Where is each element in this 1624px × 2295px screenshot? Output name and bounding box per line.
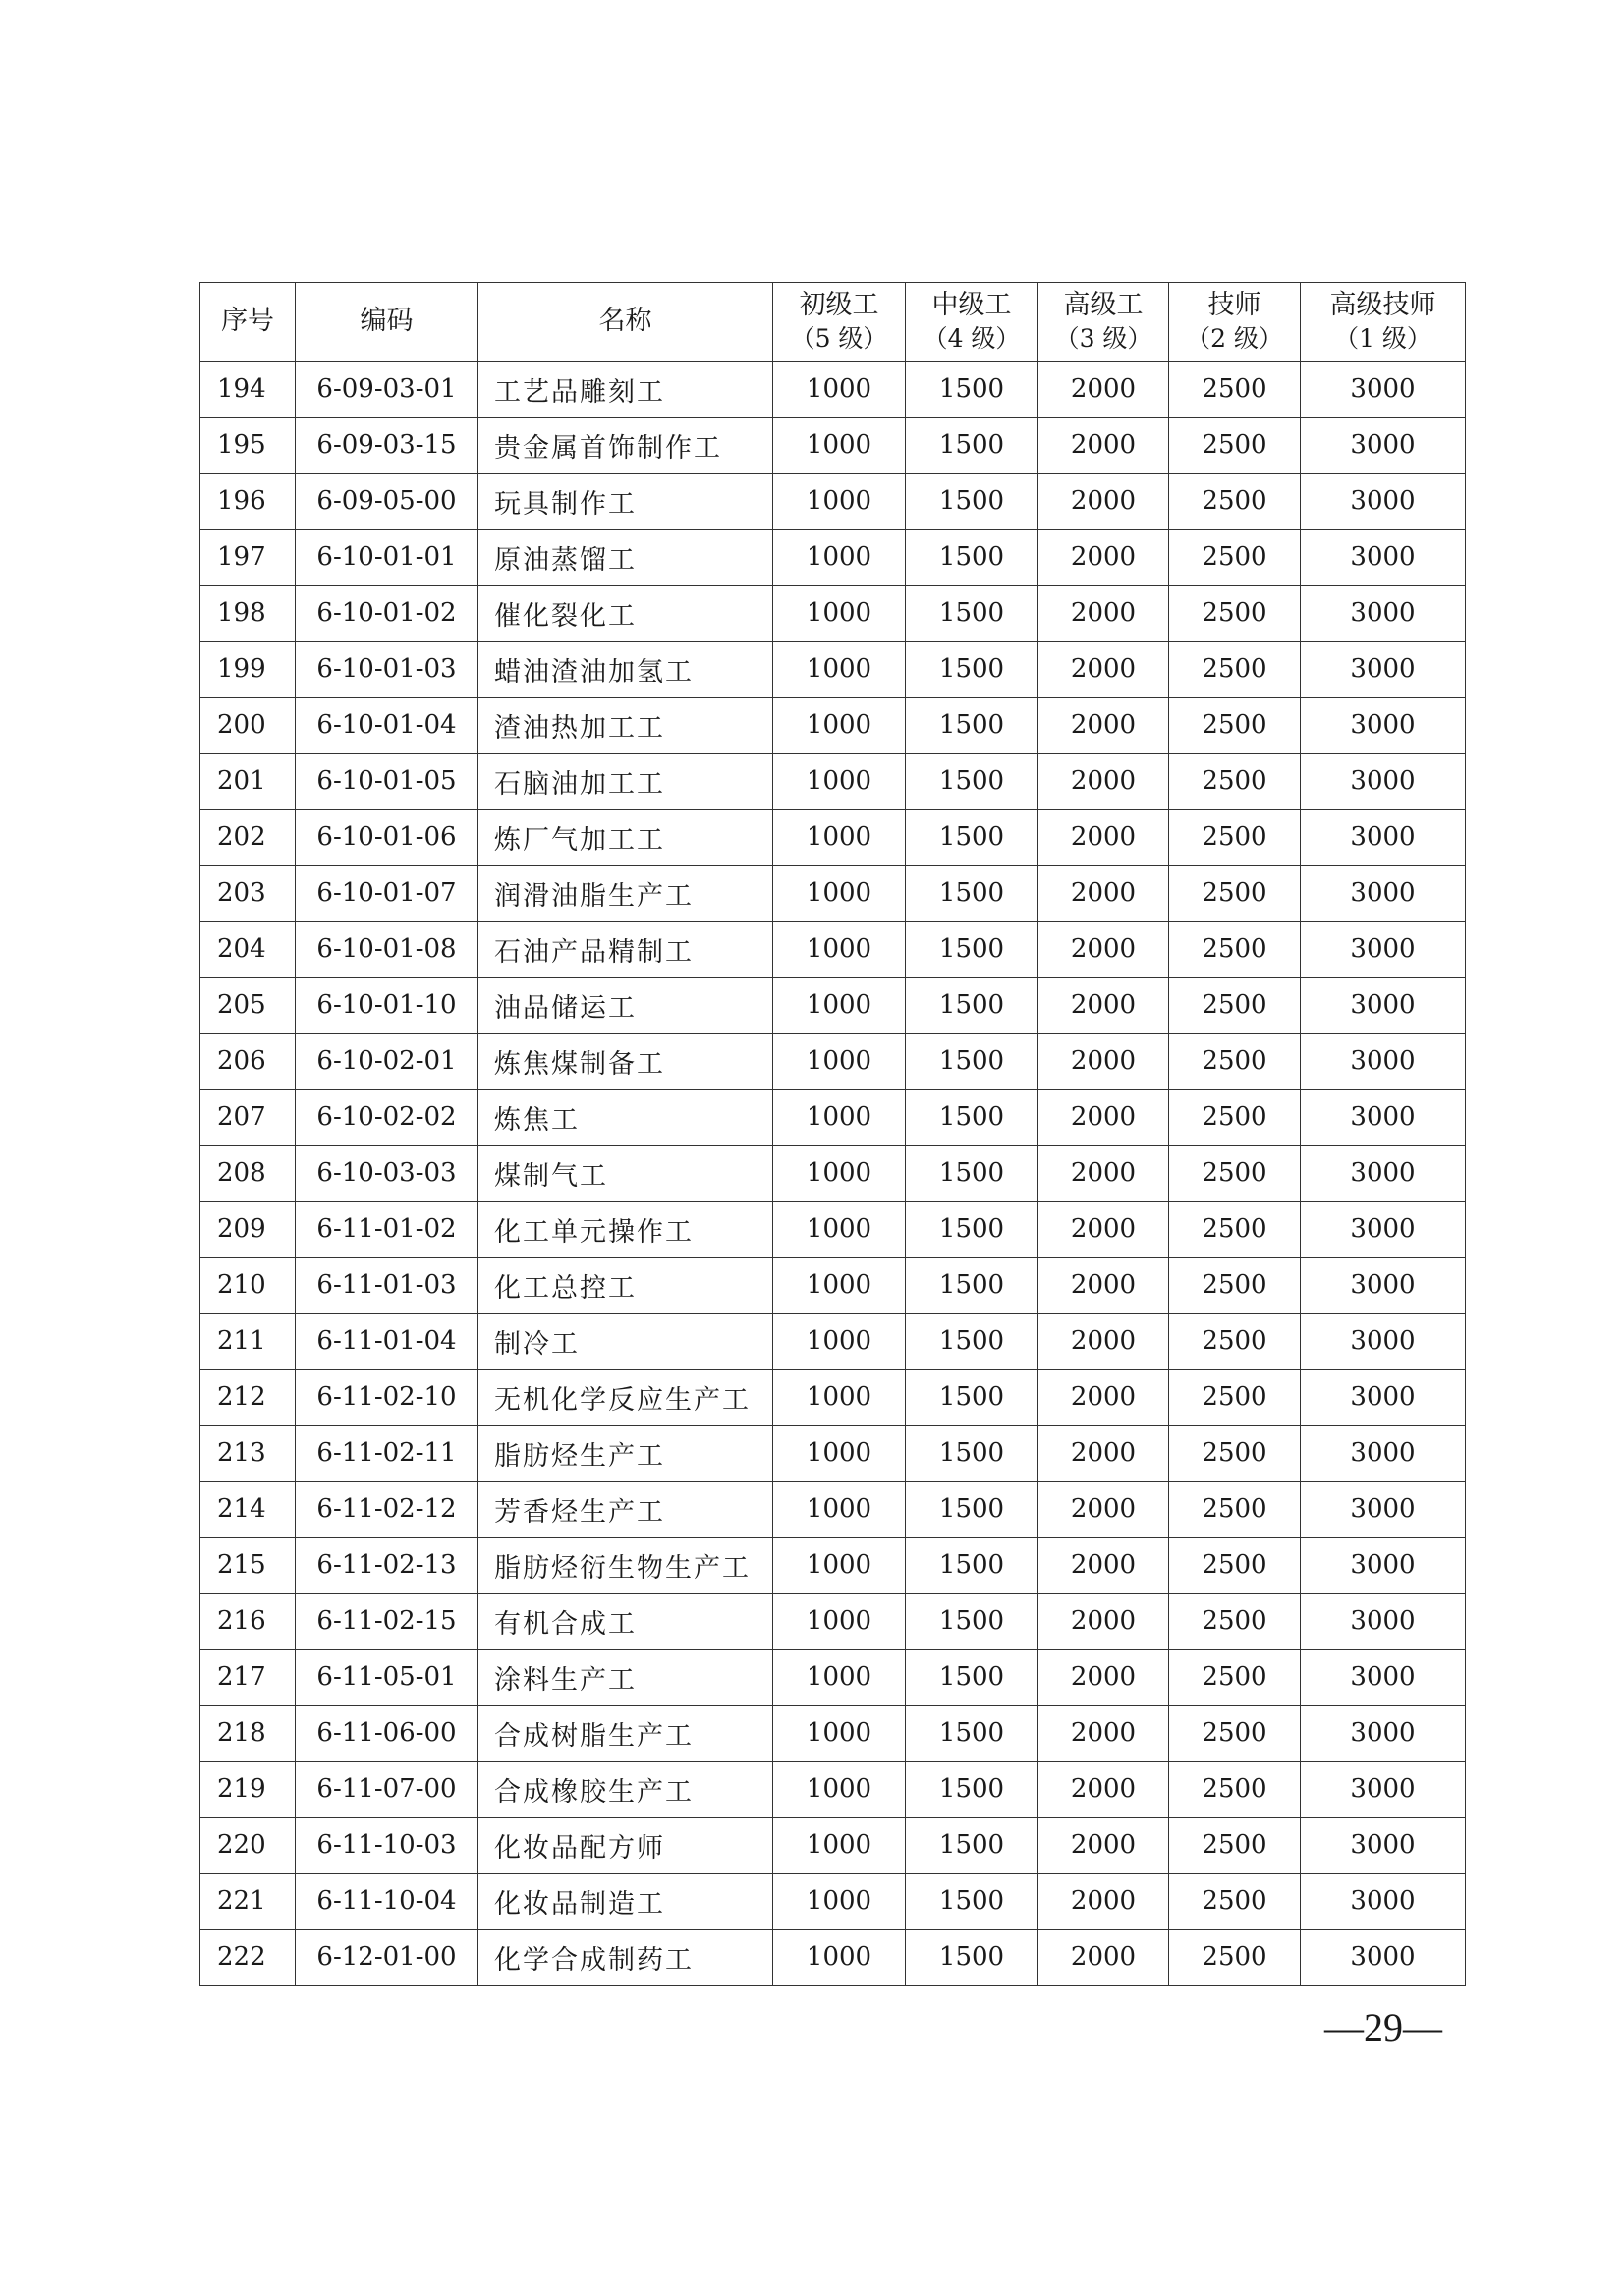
level-1-cell: 3000: [1301, 1482, 1466, 1538]
seq-cell: 206: [200, 1034, 296, 1090]
level-1-cell: 3000: [1301, 866, 1466, 922]
table-row: [200, 642, 1466, 698]
level-3-cell: 2000: [1038, 642, 1169, 698]
header-row: [200, 283, 1466, 362]
header-level-4: 中级工 （4 级）: [906, 283, 1038, 362]
level-1-cell: 3000: [1301, 698, 1466, 754]
code-cell: 6-11-01-03: [296, 1258, 478, 1314]
level-1-cell: 3000: [1301, 1930, 1466, 1986]
level-2-cell: 2500: [1169, 754, 1301, 810]
level-1-cell: 3000: [1301, 1818, 1466, 1874]
level-4-cell: 1500: [906, 1538, 1038, 1594]
level-2-cell: 2500: [1169, 1874, 1301, 1930]
level-4-cell: 1500: [906, 1482, 1038, 1538]
level-5-cell: 1000: [773, 1874, 906, 1930]
name-cell: 脂肪烃生产工: [478, 1426, 773, 1482]
level-4-cell: 1500: [906, 978, 1038, 1034]
level-5-cell: 1000: [773, 698, 906, 754]
level-1-cell: 3000: [1301, 586, 1466, 642]
level-2-cell: 2500: [1169, 418, 1301, 474]
table-body: [200, 362, 1466, 1986]
seq-cell: 213: [200, 1426, 296, 1482]
code-cell: 6-10-01-02: [296, 586, 478, 642]
code-cell: 6-10-01-10: [296, 978, 478, 1034]
level-4-cell: 1500: [906, 866, 1038, 922]
table-row: [200, 754, 1466, 810]
table-row: [200, 1650, 1466, 1706]
level-2-cell: 2500: [1169, 1146, 1301, 1202]
seq-cell: 219: [200, 1762, 296, 1818]
level-5-cell: 1000: [773, 1930, 906, 1986]
seq-cell: 216: [200, 1594, 296, 1650]
level-1-cell: 3000: [1301, 978, 1466, 1034]
code-cell: 6-11-02-11: [296, 1426, 478, 1482]
name-cell: 无机化学反应生产工: [478, 1370, 773, 1426]
level-3-cell: 2000: [1038, 418, 1169, 474]
code-cell: 6-11-07-00: [296, 1762, 478, 1818]
level-2-cell: 2500: [1169, 1370, 1301, 1426]
header-code: 编码: [296, 283, 478, 362]
level-2-cell: 2500: [1169, 1482, 1301, 1538]
level-1-cell: 3000: [1301, 1426, 1466, 1482]
table-row: [200, 1538, 1466, 1594]
name-cell: 炼焦煤制备工: [478, 1034, 773, 1090]
table-row: [200, 1818, 1466, 1874]
code-cell: 6-11-01-02: [296, 1202, 478, 1258]
header-name: 名称: [478, 283, 773, 362]
table-row: [200, 978, 1466, 1034]
header-level-2: 技师 （2 级）: [1169, 283, 1301, 362]
level-2-cell: 2500: [1169, 1034, 1301, 1090]
level-5-cell: 1000: [773, 530, 906, 586]
level-1-cell: 3000: [1301, 1706, 1466, 1762]
level-1-cell: 3000: [1301, 418, 1466, 474]
level-5-cell: 1000: [773, 922, 906, 978]
level-1-cell: 3000: [1301, 362, 1466, 418]
seq-cell: 212: [200, 1370, 296, 1426]
level-3-cell: 2000: [1038, 1706, 1169, 1762]
level-4-cell: 1500: [906, 698, 1038, 754]
code-cell: 6-11-02-12: [296, 1482, 478, 1538]
table-row: [200, 1258, 1466, 1314]
level-1-cell: 3000: [1301, 474, 1466, 530]
level-5-cell: 1000: [773, 978, 906, 1034]
code-cell: 6-11-02-15: [296, 1594, 478, 1650]
level-2-cell: 2500: [1169, 362, 1301, 418]
table-row: [200, 1146, 1466, 1202]
table-row: [200, 866, 1466, 922]
level-4-cell: 1500: [906, 1818, 1038, 1874]
name-cell: 化工总控工: [478, 1258, 773, 1314]
level-1-cell: 3000: [1301, 922, 1466, 978]
name-cell: 芳香烃生产工: [478, 1482, 773, 1538]
seq-cell: 197: [200, 530, 296, 586]
seq-cell: 217: [200, 1650, 296, 1706]
table-header: [200, 283, 1466, 362]
table-row: [200, 1202, 1466, 1258]
seq-cell: 205: [200, 978, 296, 1034]
seq-cell: 215: [200, 1538, 296, 1594]
level-4-cell: 1500: [906, 1650, 1038, 1706]
level-4-cell: 1500: [906, 474, 1038, 530]
name-cell: 合成橡胶生产工: [478, 1762, 773, 1818]
name-cell: 油品储运工: [478, 978, 773, 1034]
level-4-cell: 1500: [906, 1874, 1038, 1930]
level-2-cell: 2500: [1169, 1258, 1301, 1314]
table-row: [200, 1594, 1466, 1650]
table-row: [200, 586, 1466, 642]
name-cell: 工艺品雕刻工: [478, 362, 773, 418]
name-cell: 化学合成制药工: [478, 1930, 773, 1986]
code-cell: 6-10-01-04: [296, 698, 478, 754]
table-row: [200, 1762, 1466, 1818]
level-4-cell: 1500: [906, 922, 1038, 978]
code-cell: 6-10-01-07: [296, 866, 478, 922]
name-cell: 原油蒸馏工: [478, 530, 773, 586]
level-2-cell: 2500: [1169, 1538, 1301, 1594]
seq-cell: 218: [200, 1706, 296, 1762]
level-3-cell: 2000: [1038, 1258, 1169, 1314]
level-3-cell: 2000: [1038, 978, 1169, 1034]
level-3-cell: 2000: [1038, 1538, 1169, 1594]
level-1-cell: 3000: [1301, 1034, 1466, 1090]
level-2-cell: 2500: [1169, 1930, 1301, 1986]
code-cell: 6-11-01-04: [296, 1314, 478, 1370]
level-5-cell: 1000: [773, 1594, 906, 1650]
seq-cell: 198: [200, 586, 296, 642]
level-4-cell: 1500: [906, 1202, 1038, 1258]
code-cell: 6-11-10-03: [296, 1818, 478, 1874]
code-cell: 6-10-01-03: [296, 642, 478, 698]
level-3-cell: 2000: [1038, 754, 1169, 810]
seq-cell: 196: [200, 474, 296, 530]
name-cell: 贵金属首饰制作工: [478, 418, 773, 474]
level-3-cell: 2000: [1038, 474, 1169, 530]
subsidy-table: [199, 282, 1466, 1986]
level-5-cell: 1000: [773, 1370, 906, 1426]
level-3-cell: 2000: [1038, 698, 1169, 754]
level-5-cell: 1000: [773, 866, 906, 922]
table-row: [200, 530, 1466, 586]
seq-cell: 199: [200, 642, 296, 698]
level-1-cell: 3000: [1301, 1258, 1466, 1314]
level-1-cell: 3000: [1301, 1874, 1466, 1930]
code-cell: 6-11-05-01: [296, 1650, 478, 1706]
name-cell: 化妆品制造工: [478, 1874, 773, 1930]
level-4-cell: 1500: [906, 1930, 1038, 1986]
level-4-cell: 1500: [906, 1370, 1038, 1426]
level-2-cell: 2500: [1169, 642, 1301, 698]
level-5-cell: 1000: [773, 1538, 906, 1594]
level-1-cell: 3000: [1301, 1594, 1466, 1650]
name-cell: 石油产品精制工: [478, 922, 773, 978]
level-5-cell: 1000: [773, 1146, 906, 1202]
level-3-cell: 2000: [1038, 362, 1169, 418]
level-1-cell: 3000: [1301, 1202, 1466, 1258]
name-cell: 化妆品配方师: [478, 1818, 773, 1874]
name-cell: 涂料生产工: [478, 1650, 773, 1706]
level-2-cell: 2500: [1169, 1650, 1301, 1706]
name-cell: 脂肪烃衍生物生产工: [478, 1538, 773, 1594]
code-cell: 6-09-03-15: [296, 418, 478, 474]
level-4-cell: 1500: [906, 586, 1038, 642]
level-3-cell: 2000: [1038, 1818, 1169, 1874]
name-cell: 蜡油渣油加氢工: [478, 642, 773, 698]
seq-cell: 201: [200, 754, 296, 810]
name-cell: 炼焦工: [478, 1090, 773, 1146]
name-cell: 煤制气工: [478, 1146, 773, 1202]
code-cell: 6-10-02-01: [296, 1034, 478, 1090]
level-1-cell: 3000: [1301, 1762, 1466, 1818]
level-2-cell: 2500: [1169, 866, 1301, 922]
header-seq: 序号: [200, 283, 296, 362]
code-cell: 6-10-02-02: [296, 1090, 478, 1146]
level-5-cell: 1000: [773, 1258, 906, 1314]
level-4-cell: 1500: [906, 1090, 1038, 1146]
code-cell: 6-10-03-03: [296, 1146, 478, 1202]
level-2-cell: 2500: [1169, 698, 1301, 754]
table-row: [200, 418, 1466, 474]
level-5-cell: 1000: [773, 754, 906, 810]
header-level-3: 高级工 （3 级）: [1038, 283, 1169, 362]
level-2-cell: 2500: [1169, 1090, 1301, 1146]
level-5-cell: 1000: [773, 1762, 906, 1818]
level-3-cell: 2000: [1038, 1314, 1169, 1370]
table-row: [200, 810, 1466, 866]
level-4-cell: 1500: [906, 1594, 1038, 1650]
level-4-cell: 1500: [906, 754, 1038, 810]
level-2-cell: 2500: [1169, 978, 1301, 1034]
level-3-cell: 2000: [1038, 1594, 1169, 1650]
level-5-cell: 1000: [773, 362, 906, 418]
seq-cell: 200: [200, 698, 296, 754]
level-5-cell: 1000: [773, 642, 906, 698]
name-cell: 有机合成工: [478, 1594, 773, 1650]
level-4-cell: 1500: [906, 1314, 1038, 1370]
code-cell: 6-11-10-04: [296, 1874, 478, 1930]
code-cell: 6-10-01-05: [296, 754, 478, 810]
level-3-cell: 2000: [1038, 1370, 1169, 1426]
level-3-cell: 2000: [1038, 1874, 1169, 1930]
level-5-cell: 1000: [773, 586, 906, 642]
level-1-cell: 3000: [1301, 642, 1466, 698]
level-5-cell: 1000: [773, 1650, 906, 1706]
level-4-cell: 1500: [906, 530, 1038, 586]
level-4-cell: 1500: [906, 362, 1038, 418]
table-row: [200, 1426, 1466, 1482]
level-2-cell: 2500: [1169, 1202, 1301, 1258]
level-3-cell: 2000: [1038, 1762, 1169, 1818]
level-5-cell: 1000: [773, 1314, 906, 1370]
name-cell: 催化裂化工: [478, 586, 773, 642]
level-5-cell: 1000: [773, 1706, 906, 1762]
code-cell: 6-11-06-00: [296, 1706, 478, 1762]
level-3-cell: 2000: [1038, 1090, 1169, 1146]
seq-cell: 220: [200, 1818, 296, 1874]
level-5-cell: 1000: [773, 1426, 906, 1482]
table-row: [200, 1034, 1466, 1090]
level-5-cell: 1000: [773, 1482, 906, 1538]
level-2-cell: 2500: [1169, 922, 1301, 978]
level-3-cell: 2000: [1038, 1426, 1169, 1482]
level-5-cell: 1000: [773, 1090, 906, 1146]
seq-cell: 222: [200, 1930, 296, 1986]
seq-cell: 208: [200, 1146, 296, 1202]
name-cell: 化工单元操作工: [478, 1202, 773, 1258]
name-cell: 玩具制作工: [478, 474, 773, 530]
table-row: [200, 1930, 1466, 1986]
level-3-cell: 2000: [1038, 810, 1169, 866]
seq-cell: 194: [200, 362, 296, 418]
level-2-cell: 2500: [1169, 1594, 1301, 1650]
level-2-cell: 2500: [1169, 810, 1301, 866]
level-1-cell: 3000: [1301, 754, 1466, 810]
level-3-cell: 2000: [1038, 1146, 1169, 1202]
level-4-cell: 1500: [906, 810, 1038, 866]
seq-cell: 221: [200, 1874, 296, 1930]
name-cell: 制冷工: [478, 1314, 773, 1370]
level-5-cell: 1000: [773, 810, 906, 866]
level-4-cell: 1500: [906, 1258, 1038, 1314]
level-3-cell: 2000: [1038, 530, 1169, 586]
name-cell: 合成树脂生产工: [478, 1706, 773, 1762]
name-cell: 炼厂气加工工: [478, 810, 773, 866]
seq-cell: 210: [200, 1258, 296, 1314]
level-2-cell: 2500: [1169, 1426, 1301, 1482]
level-2-cell: 2500: [1169, 474, 1301, 530]
level-4-cell: 1500: [906, 1706, 1038, 1762]
level-1-cell: 3000: [1301, 1650, 1466, 1706]
table-row: [200, 1482, 1466, 1538]
seq-cell: 209: [200, 1202, 296, 1258]
code-cell: 6-10-01-08: [296, 922, 478, 978]
level-1-cell: 3000: [1301, 1370, 1466, 1426]
table-row: [200, 362, 1466, 418]
seq-cell: 203: [200, 866, 296, 922]
name-cell: 渣油热加工工: [478, 698, 773, 754]
level-2-cell: 2500: [1169, 1706, 1301, 1762]
table-row: [200, 474, 1466, 530]
level-3-cell: 2000: [1038, 586, 1169, 642]
table-row: [200, 1706, 1466, 1762]
level-3-cell: 2000: [1038, 922, 1169, 978]
header-level-5: 初级工 （5 级）: [773, 283, 906, 362]
code-cell: 6-10-01-01: [296, 530, 478, 586]
level-5-cell: 1000: [773, 1034, 906, 1090]
level-1-cell: 3000: [1301, 1538, 1466, 1594]
code-cell: 6-10-01-06: [296, 810, 478, 866]
level-4-cell: 1500: [906, 1146, 1038, 1202]
level-1-cell: 3000: [1301, 1146, 1466, 1202]
header-level-1: 高级技师 （1 级）: [1301, 283, 1466, 362]
seq-cell: 195: [200, 418, 296, 474]
level-4-cell: 1500: [906, 1762, 1038, 1818]
level-5-cell: 1000: [773, 1202, 906, 1258]
level-5-cell: 1000: [773, 418, 906, 474]
code-cell: 6-12-01-00: [296, 1930, 478, 1986]
table-row: [200, 1370, 1466, 1426]
level-5-cell: 1000: [773, 1818, 906, 1874]
level-2-cell: 2500: [1169, 1314, 1301, 1370]
level-3-cell: 2000: [1038, 1202, 1169, 1258]
table-row: [200, 922, 1466, 978]
page-number: —29—: [1324, 2005, 1442, 2049]
level-1-cell: 3000: [1301, 1090, 1466, 1146]
code-cell: 6-11-02-13: [296, 1538, 478, 1594]
level-1-cell: 3000: [1301, 530, 1466, 586]
code-cell: 6-09-05-00: [296, 474, 478, 530]
level-4-cell: 1500: [906, 1426, 1038, 1482]
code-cell: 6-09-03-01: [296, 362, 478, 418]
level-4-cell: 1500: [906, 1034, 1038, 1090]
seq-cell: 214: [200, 1482, 296, 1538]
name-cell: 石脑油加工工: [478, 754, 773, 810]
level-3-cell: 2000: [1038, 1482, 1169, 1538]
level-5-cell: 1000: [773, 474, 906, 530]
table-row: [200, 698, 1466, 754]
level-4-cell: 1500: [906, 418, 1038, 474]
level-2-cell: 2500: [1169, 586, 1301, 642]
table-row: [200, 1874, 1466, 1930]
level-1-cell: 3000: [1301, 1314, 1466, 1370]
table-row: [200, 1314, 1466, 1370]
seq-cell: 204: [200, 922, 296, 978]
level-3-cell: 2000: [1038, 1930, 1169, 1986]
level-3-cell: 2000: [1038, 1650, 1169, 1706]
table-row: [200, 1090, 1466, 1146]
level-2-cell: 2500: [1169, 530, 1301, 586]
level-1-cell: 3000: [1301, 810, 1466, 866]
level-3-cell: 2000: [1038, 1034, 1169, 1090]
code-cell: 6-11-02-10: [296, 1370, 478, 1426]
level-2-cell: 2500: [1169, 1762, 1301, 1818]
level-3-cell: 2000: [1038, 866, 1169, 922]
seq-cell: 207: [200, 1090, 296, 1146]
level-4-cell: 1500: [906, 642, 1038, 698]
name-cell: 润滑油脂生产工: [478, 866, 773, 922]
level-2-cell: 2500: [1169, 1818, 1301, 1874]
seq-cell: 202: [200, 810, 296, 866]
seq-cell: 211: [200, 1314, 296, 1370]
